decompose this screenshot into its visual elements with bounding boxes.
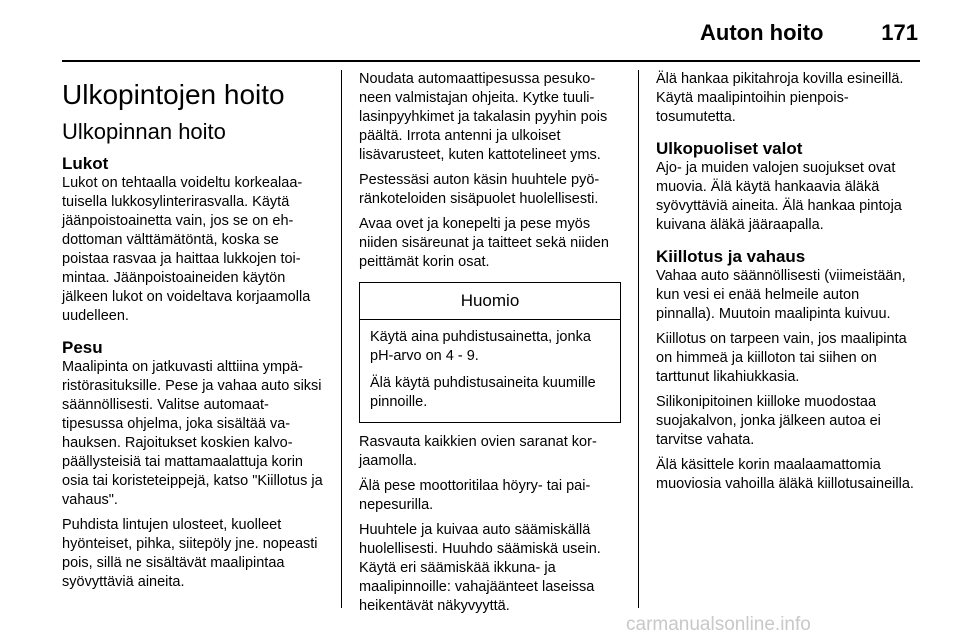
col2-paragraph-3: Avaa ovet ja konepelti ja pese myös niiden sisäreunat ja taitteet sekä niiden peittämät korin osat. bbox=[359, 216, 609, 270]
col2-paragraph-2: Pestessäsi auton käsin huuhtele pyöränkoteloiden sisäpuolet huolellisesti. bbox=[359, 172, 600, 207]
notice-body bbox=[360, 320, 620, 422]
column-1 bbox=[62, 70, 324, 598]
page-number: 171 bbox=[881, 20, 918, 45]
heading-pesu: Pesu bbox=[62, 338, 103, 357]
notice-box bbox=[359, 282, 621, 423]
column-2 bbox=[359, 70, 621, 622]
lukot-text: Lukot on tehtaalla voideltu korkealaatuisella lukkosylinterirasvalla. Käytä jäänpoistoainetta vain, jos se on ehdottoman välttämätöntä, koska se poistaa rasvaa ja haittaa lukkojen toimintaa. Jäänpoistoaineiden käytön jälkeen lukot on voideltava korjaamolla uudelleen. bbox=[62, 175, 311, 324]
heading-kiillotus-ja-vahaus: Kiillotus ja vahaus bbox=[656, 247, 806, 266]
notice-title: Huomio bbox=[360, 283, 620, 320]
section-title: Ulkopintojen hoito bbox=[62, 79, 285, 110]
col2-paragraph-4: Rasvauta kaikkien ovien saranat korjaamolla. bbox=[359, 434, 597, 469]
column-divider-2 bbox=[638, 70, 639, 608]
polish-text-4: Älä käsittele korin maalaamattomia muoviosia vahoilla äläkä kiillotusaineilla. bbox=[656, 457, 914, 492]
column-3 bbox=[656, 70, 918, 500]
subsection-title: Ulkopinnan hoito bbox=[62, 119, 226, 144]
col3-paragraph-1: Älä hankaa pikitahroja kovilla esineillä. Käytä maalipintoihin pienpoistosumutetta. bbox=[656, 71, 904, 125]
lights-text: Ajo- ja muiden valojen suojukset ovat muovia. Älä käytä hankaavia äläkä syövyttäviä aineita. Älä hankaa pintoja kuivana äläkä jääraapalla. bbox=[656, 160, 902, 233]
heading-lukot: Lukot bbox=[62, 154, 109, 173]
column-divider-1 bbox=[341, 70, 342, 608]
polish-text-1: Vahaa auto säännöllisesti (viimeistään, kun vesi ei enää helmeile auton pinnalla). Muutoin maalipinta kuivuu. bbox=[656, 268, 906, 322]
pesu-text-1: Maalipinta on jatkuvasti alttiina ympäristörasituksille. Pese ja vahaa auto siksi säännöllisesti. Valitse automaattipesussa ohjelma, joka sisältää vahauksen. Rajoitukset koskien kalvopäällysteisiä tai mattamaalattuja korin osia tai koristeteippejä, katso "Kiillotus ja vahaus". bbox=[62, 359, 323, 508]
header-rule bbox=[62, 60, 920, 62]
col2-paragraph-5: Älä pese moottoritilaa höyry- tai painepesurilla. bbox=[359, 478, 591, 513]
heading-ulkopuoliset-valot: Ulkopuoliset valot bbox=[656, 139, 803, 158]
watermark: carmanualsonline.info bbox=[626, 614, 811, 635]
running-header-title: Auton hoito bbox=[700, 20, 824, 45]
polish-text-3: Silikonipitoinen kiilloke muodostaa suojakalvon, jonka jälkeen autoa ei tarvitse vahata. bbox=[656, 394, 881, 448]
col2-paragraph-6: Huuhtele ja kuivaa auto säämiskällä huolellisesti. Huuhdo säämiskä usein. Käytä eri säämiskää ikkuna- ja maalipinnoille: vahajäänteet laseissa heikentävät näkyvyyttä. bbox=[359, 522, 601, 614]
notice-paragraph-2: Älä käytä puhdistusaineita kuumille pinnoille. bbox=[370, 375, 596, 410]
polish-text-2: Kiillotus on tarpeen vain, jos maalipinta on himmeä ja kiilloton tai siihen on tarttunut likahiukkasia. bbox=[656, 331, 907, 385]
pesu-text-2: Puhdista lintujen ulosteet, kuolleet hyönteiset, pihka, siitepöly jne. nopeasti pois, sillä ne sisältävät maalipintaa syövyttäviä aineita. bbox=[62, 517, 318, 590]
col2-paragraph-1: Noudata automaattipesussa pesukoneen valmistajan ohjeita. Kytke tuulilasinpyyhkimet ja takalasin pyyhin pois päältä. Irrota antenni ja ulkoiset lisävarusteet, kuten kattotelineet yms. bbox=[359, 71, 608, 163]
notice-paragraph-1: Käytä aina puhdistusainetta, jonka pH-arvo on 4 - 9. bbox=[370, 329, 591, 364]
